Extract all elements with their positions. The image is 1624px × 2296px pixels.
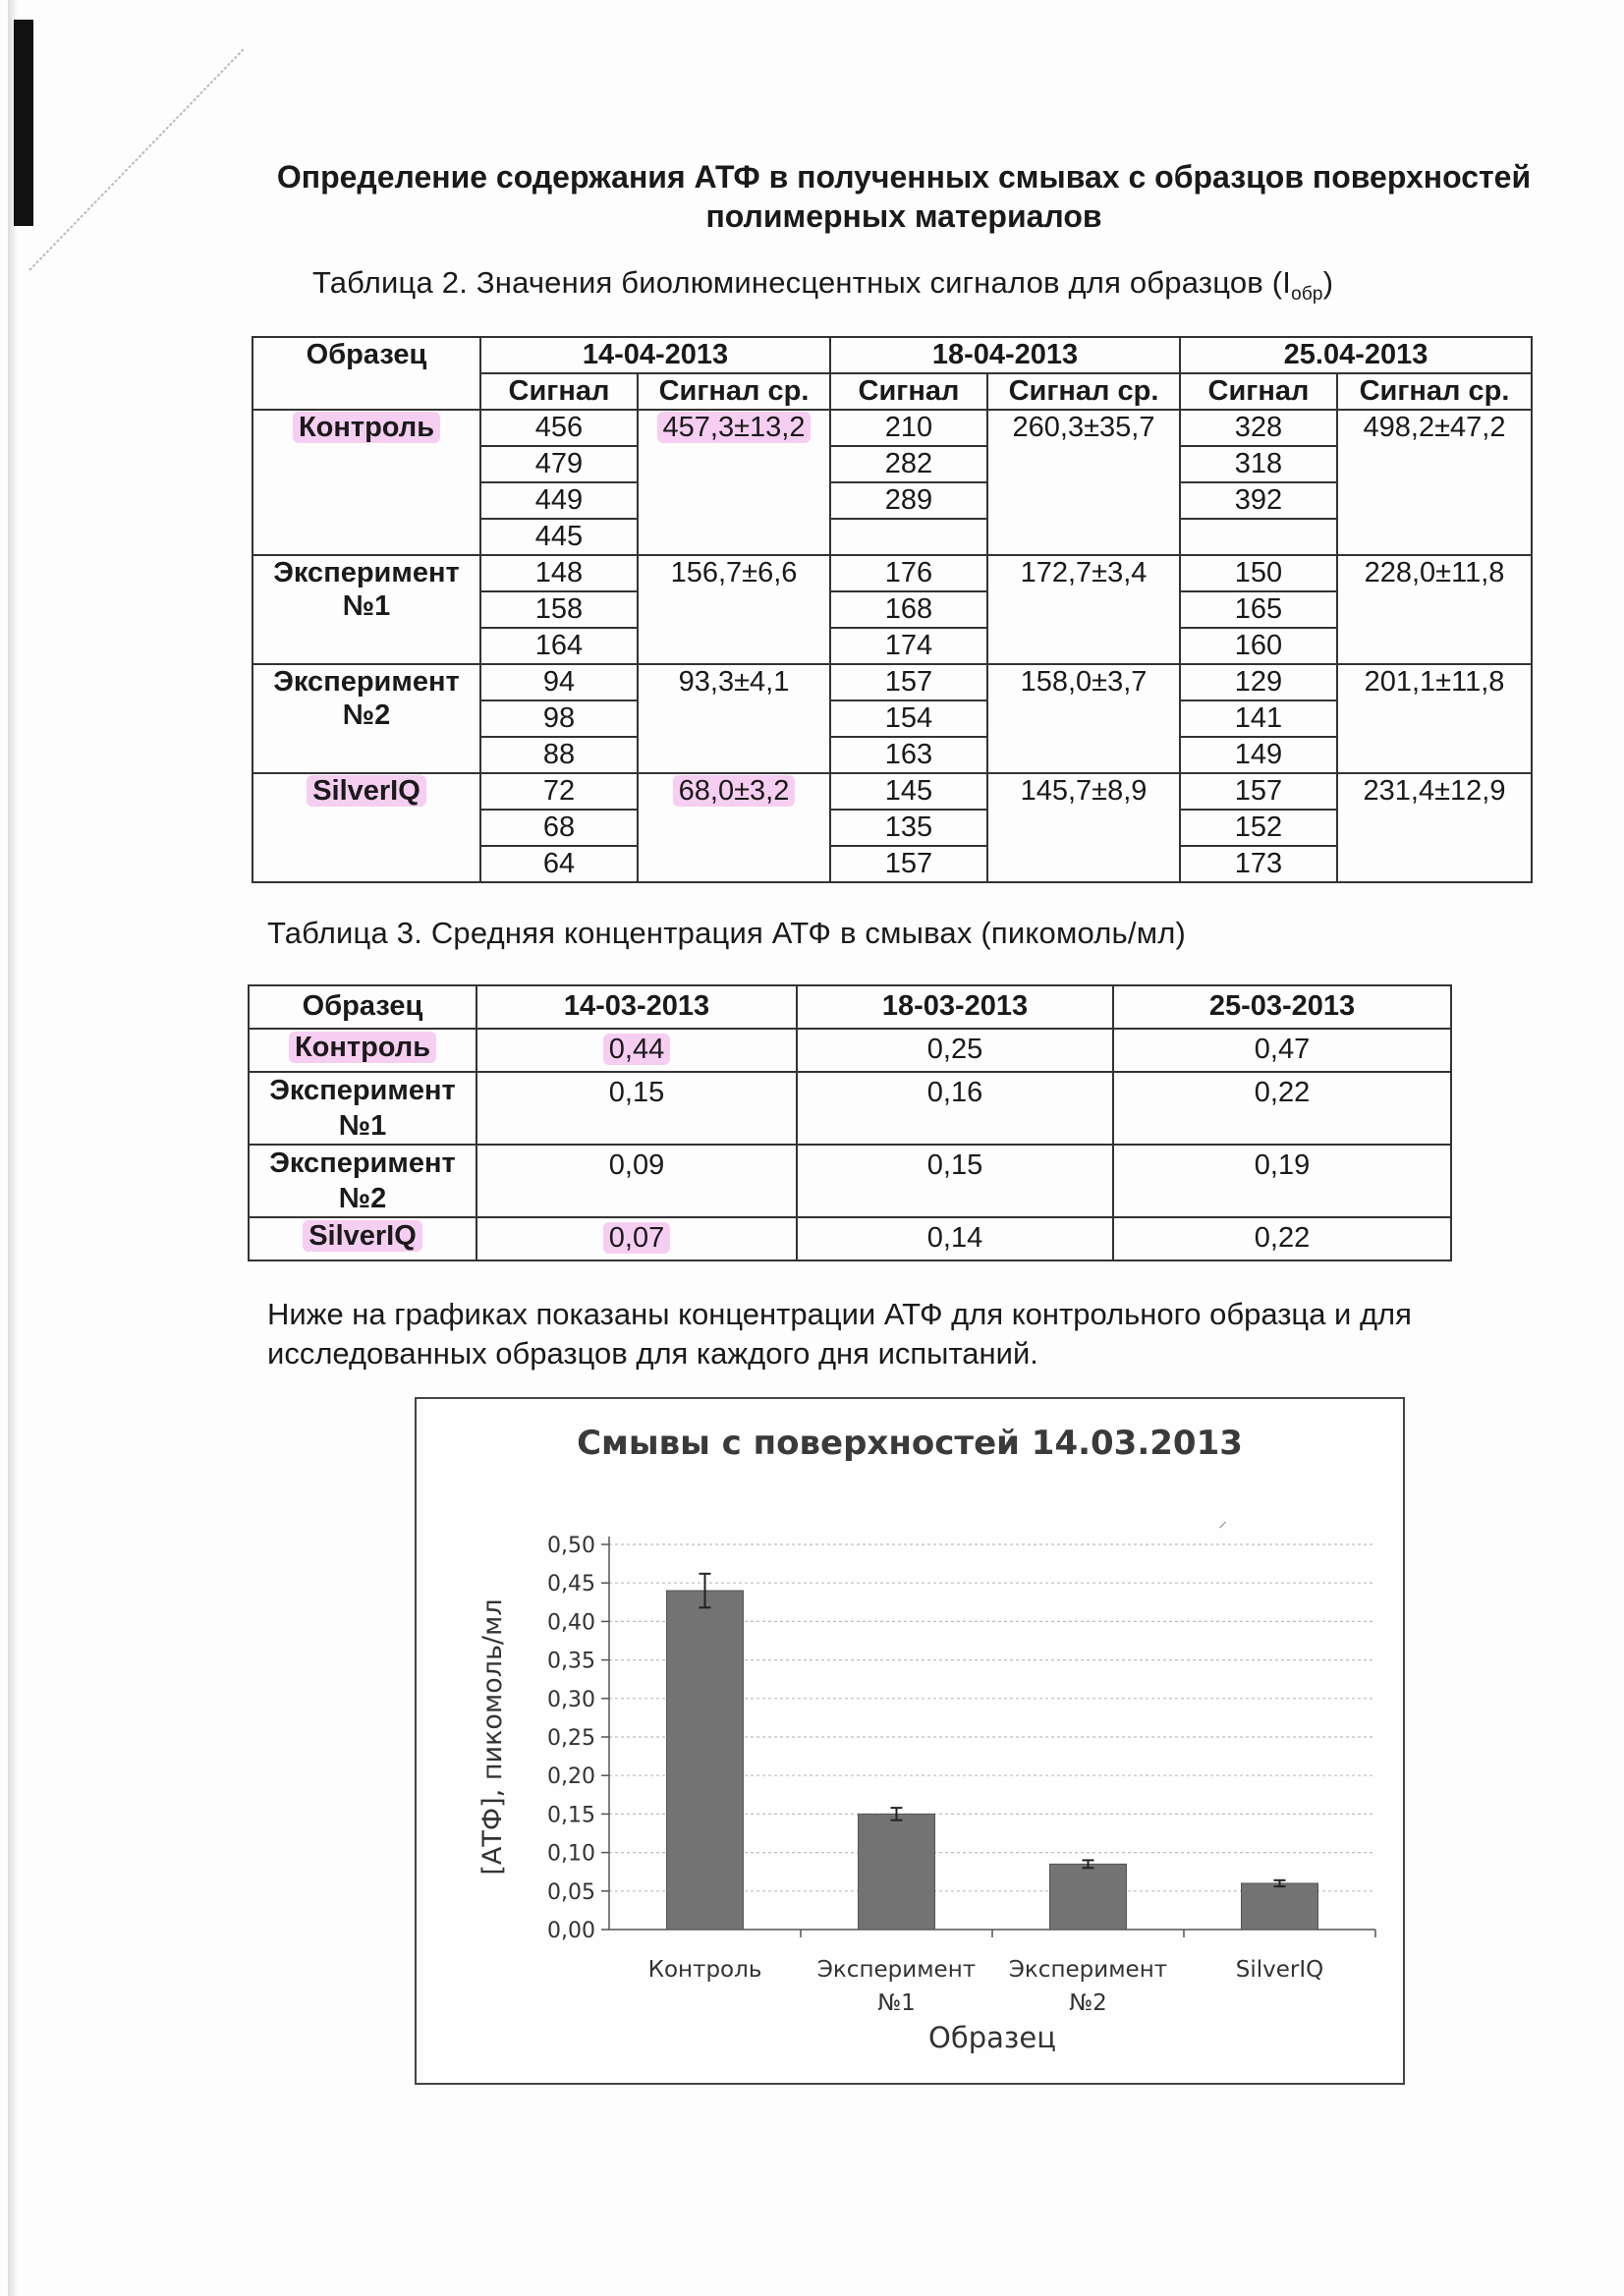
table3-header-date-2: 18-03-2013 — [797, 985, 1113, 1029]
table3-sample-name — [249, 1029, 476, 1072]
table2-header-avg: Сигнал ср. — [1337, 373, 1532, 410]
table3-value: 0,15 — [926, 1149, 983, 1181]
y-tick-label: 0,05 — [547, 1879, 595, 1905]
table2-sample-name — [252, 773, 480, 882]
table2-signal-cell: 173 — [1180, 846, 1337, 882]
table2-signal-cell: 141 — [1180, 700, 1337, 737]
table3-sample-label: Эксперимент №1 — [269, 1075, 456, 1142]
table2-avg-cell — [1337, 664, 1532, 773]
table2-signal-cell: 157 — [1180, 773, 1337, 810]
table3-value: 0,19 — [1254, 1149, 1311, 1181]
table3-value: 0,44 — [603, 1034, 670, 1065]
chart-canvas — [417, 1399, 1403, 2083]
table2-sample-label: Эксперимент №1 — [273, 557, 460, 622]
x-category-label: Контроль — [647, 1957, 762, 1983]
bar-0 — [667, 1591, 744, 1930]
table2-avg-cell — [638, 664, 830, 773]
table3-value-cell — [476, 1145, 797, 1217]
table2-header-date-3: 25.04-2013 — [1180, 337, 1532, 373]
table3-value-cell — [797, 1217, 1113, 1260]
table2-avg-cell — [1337, 773, 1532, 882]
table3-value: 0,22 — [1254, 1077, 1311, 1108]
table3-value-cell — [476, 1217, 797, 1260]
table3-caption: Таблица 3. Средняя концентрация АТФ в смывах (пикомоль/мл) — [267, 916, 1187, 950]
y-tick-label: 0,45 — [547, 1572, 595, 1597]
table2-signal-cell: 72 — [480, 773, 638, 810]
table2-header-date-1: 14-04-2013 — [480, 337, 830, 373]
table2-signal-cell: 157 — [830, 664, 987, 700]
table2-sample-label: Контроль — [293, 412, 440, 443]
table2-avg-value: 201,1±11,8 — [1364, 666, 1505, 698]
table2-signal-cell: 328 — [1180, 410, 1337, 446]
table2-sample-label: Эксперимент №2 — [273, 666, 460, 731]
table3-value: 0,09 — [608, 1149, 665, 1181]
table2-sample-name — [252, 410, 480, 555]
table2-avg-value: 260,3±35,7 — [1012, 412, 1155, 443]
table2-avg-cell — [987, 555, 1180, 664]
intro-paragraph — [267, 1295, 1505, 1373]
atp-bar-chart — [415, 1397, 1405, 2085]
table2-avg-value: 457,3±13,2 — [657, 412, 812, 443]
table3-value-cell — [1113, 1029, 1451, 1072]
table2-signal-cell: 449 — [480, 482, 638, 519]
table2-signal-cell — [830, 519, 987, 555]
table2-signal-cell: 152 — [1180, 810, 1337, 846]
table3-value: 0,14 — [926, 1222, 983, 1254]
table2-avg-value: 172,7±3,4 — [1020, 557, 1148, 588]
table2-avg-value: 68,0±3,2 — [673, 775, 796, 807]
table3-value-cell — [797, 1072, 1113, 1145]
y-tick-label: 0,50 — [547, 1534, 595, 1558]
table3-value: 0,07 — [603, 1222, 670, 1254]
table2-row — [252, 664, 1532, 700]
table2-signal-cell: 318 — [1180, 446, 1337, 482]
bar-1 — [859, 1814, 935, 1930]
table3-value-cell — [476, 1029, 797, 1072]
heading-line-1: Определение содержания АТФ в полученных смывах с образцов поверхностей — [276, 159, 1532, 195]
table2-row — [252, 773, 1532, 810]
table3-value-cell — [797, 1145, 1113, 1217]
scan-fold-line — [20, 39, 255, 275]
document-heading — [275, 157, 1533, 236]
y-tick-label: 0,40 — [547, 1610, 595, 1636]
table2-caption-text: Таблица 2. Значения биолюминесцентных сигналов для образцов (I — [312, 265, 1292, 300]
y-axis-label: [АТФ], пикомоль/мл — [477, 1598, 508, 1876]
table2-sample-label: SilverIQ — [307, 775, 426, 807]
scan-shadow-edge — [8, 0, 18, 2296]
table2-signal-cell: 456 — [480, 410, 638, 446]
paragraph-line-1: Ниже на графиках показаны концентрации АТФ для контрольного образца и для — [267, 1297, 1412, 1331]
table2-signal-cell: 150 — [1180, 555, 1337, 591]
y-tick-label: 0,35 — [547, 1649, 595, 1674]
table2-signal-cell: 163 — [830, 737, 987, 773]
table2-header-avg: Сигнал ср. — [638, 373, 830, 410]
table2-header-signal: Сигнал — [1180, 373, 1337, 410]
table2-caption-subscript: обр — [1291, 284, 1323, 306]
table3-value: 0,16 — [926, 1077, 983, 1108]
table2-avg-cell — [987, 410, 1180, 555]
table2-caption-end: ) — [1322, 265, 1334, 300]
table3-sample-name — [249, 1217, 476, 1260]
table2-signal-cell: 98 — [480, 700, 638, 737]
table2-header-date-2: 18-04-2013 — [830, 337, 1180, 373]
table2-avg-value: 145,7±8,9 — [1020, 775, 1148, 807]
table3-sample-name — [249, 1072, 476, 1145]
chart-title: Смывы с поверхностей 14.03.2013 — [577, 1424, 1243, 1463]
table2-signal-cell: 148 — [480, 555, 638, 591]
table3-sample-name — [249, 1145, 476, 1217]
bar-2 — [1050, 1864, 1127, 1930]
table2-avg-cell — [1337, 555, 1532, 664]
table2-signal-cell: 154 — [830, 700, 987, 737]
table2-header-avg: Сигнал ср. — [987, 373, 1180, 410]
heading-line-2: полимерных материалов — [705, 198, 1102, 234]
table3-sample-label: SilverIQ — [303, 1220, 422, 1252]
table2-header-signal: Сигнал — [830, 373, 987, 410]
table2-signal-cell: 174 — [830, 628, 987, 664]
table2-signal-cell: 392 — [1180, 482, 1337, 519]
table3-row — [249, 1145, 1451, 1217]
table2-header-sample: Образец — [252, 337, 480, 410]
table2-header-signal: Сигнал — [480, 373, 638, 410]
pen-mark: ⸝ — [1218, 1511, 1227, 1531]
table2-signal-cell: 445 — [480, 519, 638, 555]
table2-avg-value: 156,7±6,6 — [670, 557, 798, 588]
table2-signal-cell: 135 — [830, 810, 987, 846]
table3-atp-concentration — [248, 984, 1452, 1261]
table3-header-date-1: 14-03-2013 — [476, 985, 797, 1029]
table2-signal-cell — [1180, 519, 1337, 555]
table3-value-cell — [1113, 1217, 1451, 1260]
table2-signal-cell: 158 — [480, 591, 638, 628]
table2-sample-name — [252, 664, 480, 773]
x-category-label: SilverIQ — [1235, 1957, 1324, 1983]
table3-value: 0,47 — [1254, 1034, 1311, 1065]
table2-avg-cell — [1337, 410, 1532, 555]
table2-avg-value: 498,2±47,2 — [1363, 412, 1506, 443]
y-tick-label: 0,20 — [547, 1764, 595, 1790]
table2-signal-cell: 88 — [480, 737, 638, 773]
table2-signal-cell: 68 — [480, 810, 638, 846]
table3-value: 0,15 — [608, 1077, 665, 1108]
table2-signal-cell: 210 — [830, 410, 987, 446]
paragraph-line-2: исследованных образцов для каждого дня испытаний. — [267, 1336, 1038, 1371]
table2-avg-cell — [638, 773, 830, 882]
table3-sample-label: Контроль — [289, 1032, 436, 1063]
table2-avg-cell — [638, 555, 830, 664]
table2-signal-cell: 479 — [480, 446, 638, 482]
table3-value-cell — [797, 1029, 1113, 1072]
table2-signal-cell: 64 — [480, 846, 638, 882]
table2-avg-value: 93,3±4,1 — [678, 666, 790, 698]
table2-signal-cell: 129 — [1180, 664, 1337, 700]
table3-row — [249, 1217, 1451, 1260]
table2-biolum-signals — [252, 336, 1533, 883]
x-category-label: Эксперимент — [816, 1957, 977, 1983]
table2-sample-name — [252, 555, 480, 664]
table2-signal-cell: 157 — [830, 846, 987, 882]
table2-avg-cell — [638, 410, 830, 555]
table2-signal-cell: 282 — [830, 446, 987, 482]
x-category-label: №2 — [1069, 1990, 1107, 2016]
table2-row — [252, 555, 1532, 591]
bar-3 — [1242, 1883, 1318, 1930]
table2-caption — [312, 265, 1333, 306]
table2-avg-cell — [987, 664, 1180, 773]
y-tick-label: 0,15 — [547, 1803, 595, 1828]
table2-avg-value: 158,0±3,7 — [1020, 666, 1148, 698]
table2-avg-cell — [987, 773, 1180, 882]
table3-value-cell — [1113, 1145, 1451, 1217]
y-tick-label: 0,00 — [547, 1919, 595, 1943]
table2-signal-cell: 289 — [830, 482, 987, 519]
table3-header-sample: Образец — [249, 985, 476, 1029]
table3-value-cell — [476, 1072, 797, 1145]
table2-signal-cell: 164 — [480, 628, 638, 664]
table3-header-date-3: 25-03-2013 — [1113, 985, 1451, 1029]
table3-row — [249, 1072, 1451, 1145]
x-category-label: №1 — [877, 1990, 916, 2016]
table2-avg-value: 228,0±11,8 — [1364, 557, 1505, 588]
table2-signal-cell: 165 — [1180, 591, 1337, 628]
table3-row — [249, 1029, 1451, 1072]
y-tick-label: 0,25 — [547, 1726, 595, 1751]
table2-signal-cell: 176 — [830, 555, 987, 591]
table3-value-cell — [1113, 1072, 1451, 1145]
y-tick-label: 0,10 — [547, 1841, 595, 1867]
table3-value: 0,22 — [1254, 1222, 1311, 1254]
table2-row — [252, 410, 1532, 446]
table2-signal-cell: 94 — [480, 664, 638, 700]
table2-signal-cell: 168 — [830, 591, 987, 628]
table3-sample-label: Эксперимент №2 — [269, 1148, 456, 1214]
x-category-label: Эксперимент — [1008, 1957, 1168, 1983]
table2-signal-cell: 145 — [830, 773, 987, 810]
table2-signal-cell: 160 — [1180, 628, 1337, 664]
table2-avg-value: 231,4±12,9 — [1363, 775, 1506, 807]
x-axis-label: Образец — [928, 2021, 1056, 2054]
table2-signal-cell: 149 — [1180, 737, 1337, 773]
table3-value: 0,25 — [926, 1034, 983, 1065]
y-tick-label: 0,30 — [547, 1687, 595, 1712]
